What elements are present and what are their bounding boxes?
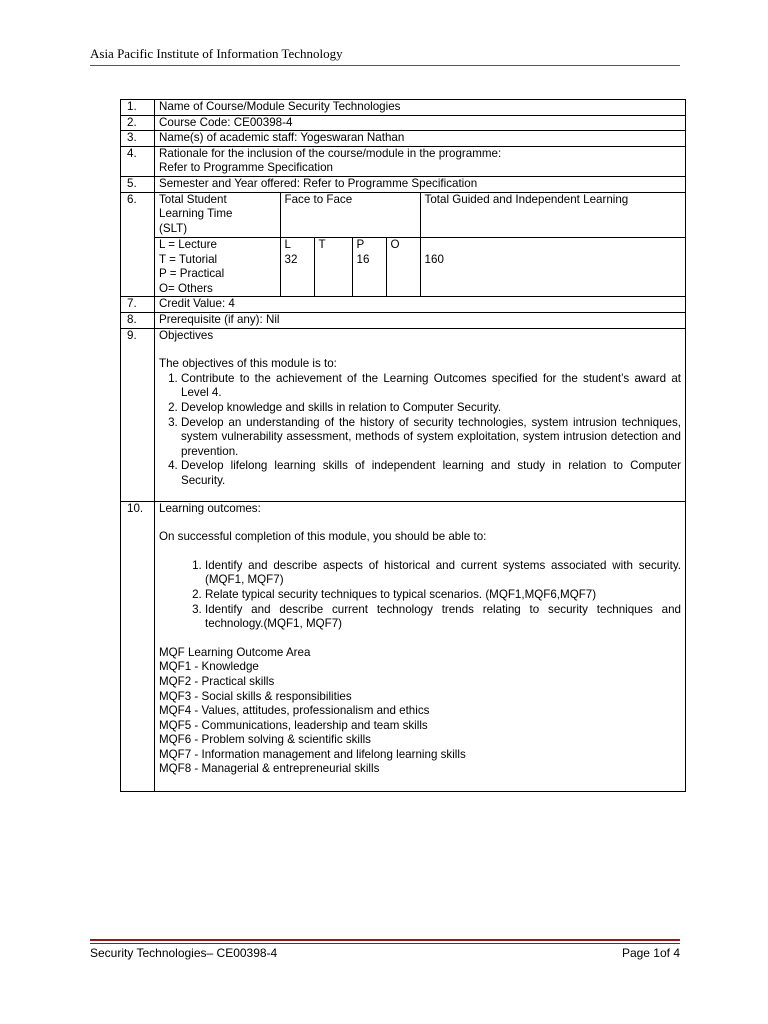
others-header: O <box>390 238 400 252</box>
objectives-intro: The objectives of this module is to: <box>159 357 337 371</box>
row-number: 7. <box>121 297 155 313</box>
legend-others: O= Others <box>159 281 213 295</box>
table-row <box>121 146 686 176</box>
list-item: 2. Relate typical security techniques to typical scenarios. (MQF1,MQF6,MQF7) <box>205 588 681 603</box>
table-row <box>121 115 686 131</box>
practical-hours <box>352 238 386 297</box>
row-number: 3. <box>121 131 155 147</box>
mqf-title: MQF Learning Outcome Area <box>159 645 311 659</box>
learning-outcomes-cell <box>155 501 686 792</box>
objectives-list <box>159 372 681 489</box>
slt-header-row <box>155 193 685 238</box>
slt-label-line: Total Student <box>159 192 227 206</box>
list-item: 1. Identify and describe aspects of historical and current systems associated with security. (MQF1, MQF7) <box>205 559 681 588</box>
learning-outcomes-list <box>159 559 681 632</box>
row-number: 10. <box>121 501 155 792</box>
slt-legend <box>155 238 280 297</box>
guided-learning-header: Total Guided and Independent Learning <box>420 193 685 238</box>
mqf-item: MQF7 - Information management and lifelong learning skills <box>159 747 466 761</box>
course-name: Name of Course/Module Security Technologies <box>155 100 686 116</box>
table-row <box>121 176 686 192</box>
mqf-item: MQF4 - Values, attitudes, professionalism and ethics <box>159 704 430 718</box>
mqf-item: MQF3 - Social skills & responsibilities <box>159 689 352 703</box>
slt-label-line: (SLT) <box>159 221 188 235</box>
row-number: 6. <box>121 192 155 297</box>
total-hours: 160 <box>424 252 444 266</box>
row-number: 5. <box>121 176 155 192</box>
mqf-item: MQF2 - Practical skills <box>159 674 275 688</box>
practical-header: P <box>356 238 365 252</box>
list-item: 2. Develop knowledge and skills in relation to Computer Security. <box>181 401 681 416</box>
table-row <box>121 131 686 147</box>
slt-label <box>155 193 280 238</box>
document-header: Asia Pacific Institute of Information Technology <box>90 46 343 61</box>
lecture-hours <box>280 238 314 297</box>
row-number: 8. <box>121 313 155 329</box>
others-hours <box>386 238 420 297</box>
row-number: 4. <box>121 146 155 176</box>
face-to-face-header: Face to Face <box>280 193 420 238</box>
table-row <box>121 297 686 313</box>
slt-label-line: Learning Time <box>159 207 233 221</box>
header-rule <box>90 65 680 66</box>
slt-cell <box>155 192 686 297</box>
total-guided-value <box>420 238 685 297</box>
learning-outcomes-title: Learning outcomes: <box>159 501 261 515</box>
list-item: 4. Develop lifelong learning skills of independent learning and study in relation to Computer Security. <box>181 459 681 488</box>
rationale-heading: Rationale for the inclusion of the course/module in the programme: <box>159 146 502 160</box>
course-code: Course Code: CE00398-4 <box>155 115 686 131</box>
list-item: 3. Identify and describe current technology trends relating to security techniques and technology.(MQF1, MQF7) <box>205 603 681 632</box>
semester-year: Semester and Year offered: Refer to Programme Specification <box>155 176 686 192</box>
table-row <box>121 501 686 792</box>
tutorial-header: T <box>318 238 326 252</box>
objectives-cell <box>155 328 686 501</box>
objectives-title: Objectives <box>159 328 214 342</box>
legend-practical: P = Practical <box>159 267 225 281</box>
row-number: 1. <box>121 100 155 116</box>
prerequisite: Prerequisite (if any): Nil <box>155 313 686 329</box>
row-number: 2. <box>121 115 155 131</box>
mqf-item: MQF6 - Problem solving & scientific skills <box>159 733 371 747</box>
tutorial-hours <box>314 238 352 297</box>
slt-values-row <box>155 238 685 297</box>
list-item: 3. Develop an understanding of the history of security technologies, system intrusion techniques, system vulnerability assessment, methods of system exploitation, system intrusion detection and prevention. <box>181 416 681 460</box>
rationale <box>155 146 686 176</box>
slt-table <box>155 193 685 297</box>
row-number: 9. <box>121 328 155 501</box>
practical-value: 16 <box>356 252 370 266</box>
academic-staff: Name(s) of academic staff: Yogeswaran Nathan <box>155 131 686 147</box>
mqf-item: MQF8 - Managerial & entrepreneurial skills <box>159 762 380 776</box>
learning-outcomes-intro: On successful completion of this module, you should be able to: <box>159 530 487 544</box>
footer-rule <box>90 939 680 941</box>
page-number: Page 1of 4 <box>621 946 680 960</box>
rationale-text: Refer to Programme Specification <box>159 161 333 175</box>
legend-tutorial: T = Tutorial <box>159 252 218 266</box>
mqf-item: MQF5 - Communications, leadership and team skills <box>159 718 428 732</box>
lecture-value: 32 <box>284 252 298 266</box>
mqf-item: MQF1 - Knowledge <box>159 660 259 674</box>
lecture-header: L <box>284 238 291 252</box>
table-row <box>121 192 686 297</box>
credit-value: Credit Value: 4 <box>155 297 686 313</box>
footer-module-code: Security Technologies– CE00398-4 <box>90 946 278 960</box>
table-row <box>121 100 686 116</box>
list-item: 1. Contribute to the achievement of the Learning Outcomes specified for the student’s award at Level 4. <box>181 372 681 401</box>
module-table <box>120 99 686 792</box>
table-row <box>121 328 686 501</box>
legend-lecture: L = Lecture <box>159 238 217 252</box>
table-row <box>121 313 686 329</box>
footer-rule <box>90 943 680 944</box>
